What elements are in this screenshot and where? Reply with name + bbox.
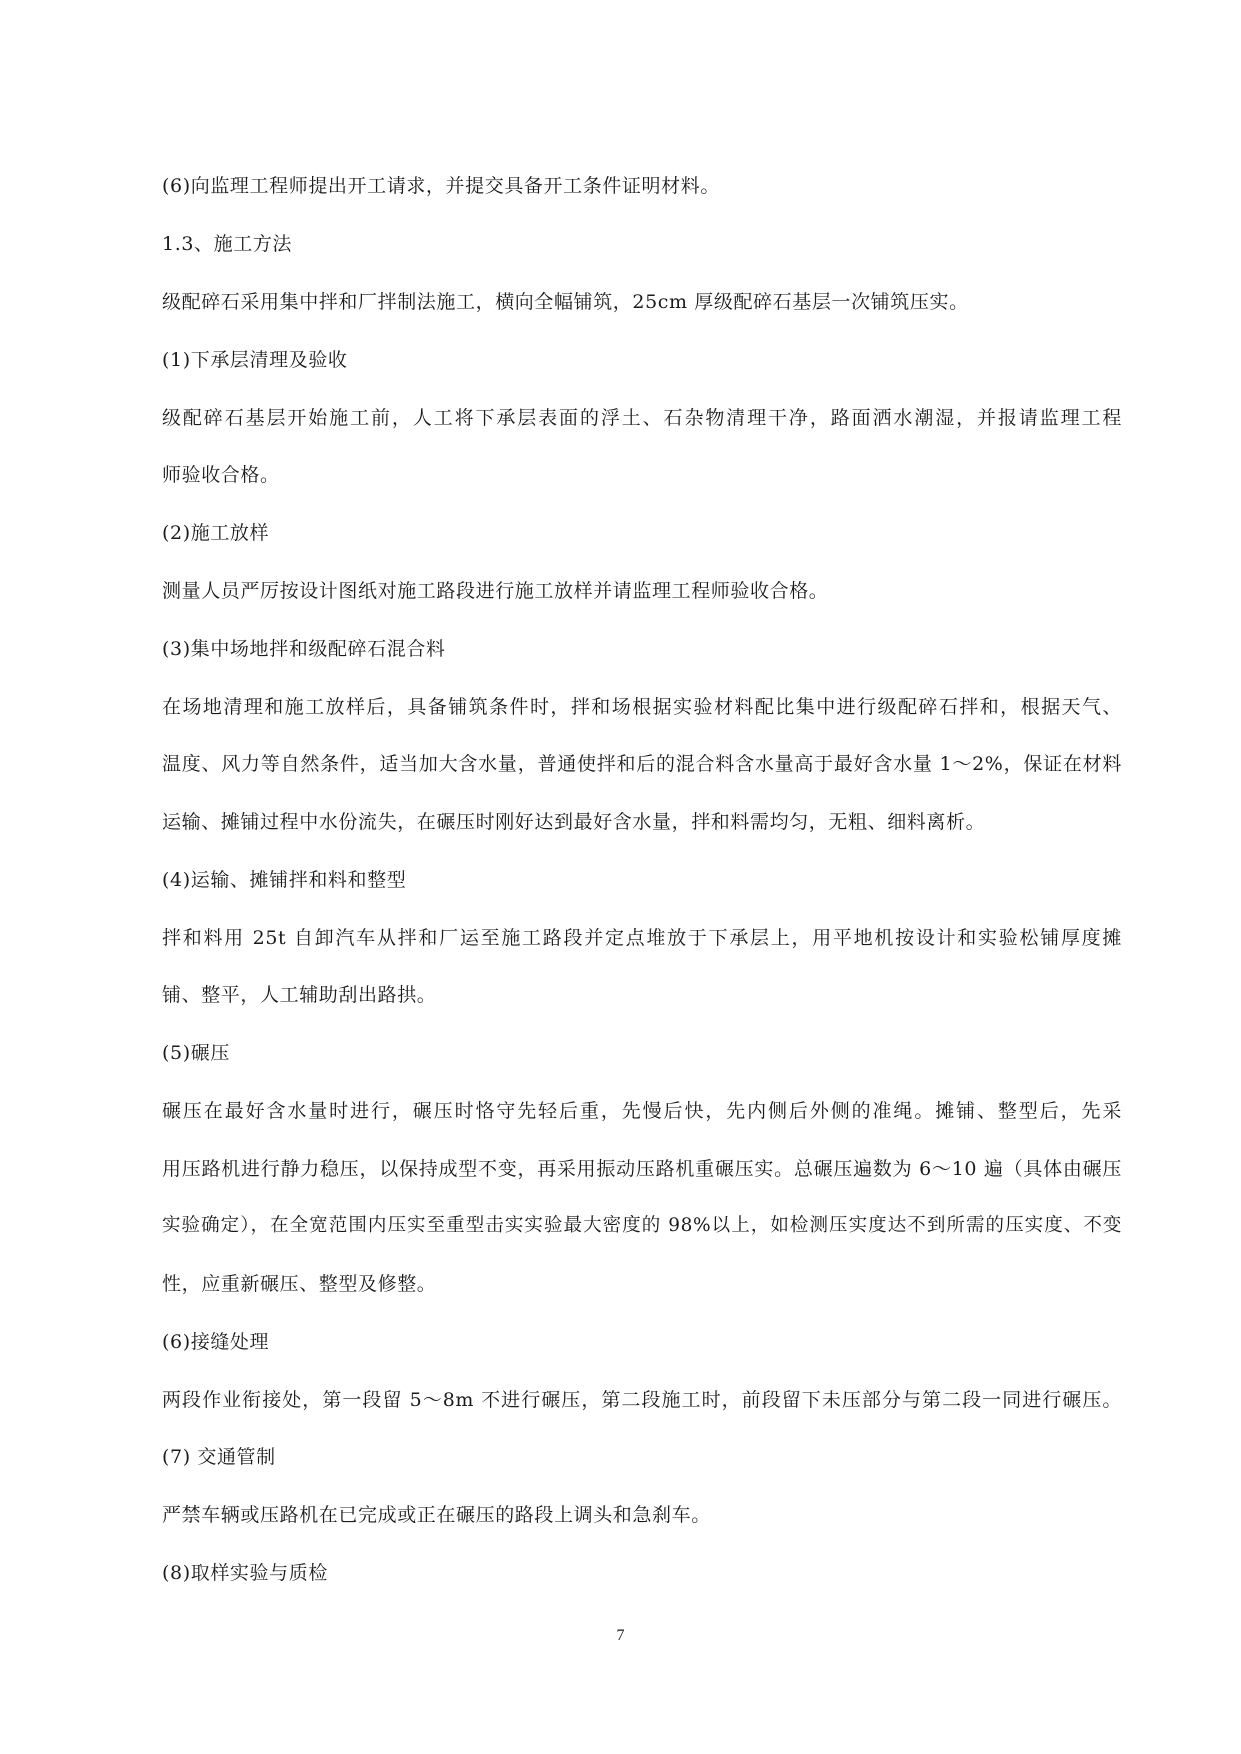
paragraph-line: 实验确定），在全宽范围内压实至重型击实实验最大密度的 98%以上，如检测压实度达不到所需的压实度、不变	[162, 1215, 1122, 1236]
paragraph-line: 用压路机进行静力稳压，以保持成型不变，再采用振动压路机重碾压实。总碾压遍数为 6～10 遍（具体由碾压	[162, 1158, 1122, 1180]
paragraph-line: 测量人员严厉按设计图纸对施工路段进行施工放样并请监理工程师验收合格。	[162, 580, 829, 602]
paragraph-line: 温度、风力等自然条件，适当加大含水量，普通使拌和后的混合料含水量高于最好含水量 1～2%，保证在材料	[162, 753, 1122, 775]
paragraph-line: 铺、整平，人工辅助刮出路拱。	[162, 984, 437, 1006]
paragraph-line: 在场地清理和施工放样后，具备铺筑条件时，拌和场根据实验材料配比集中进行级配碎石拌和，根据天气、	[162, 696, 1122, 718]
subsection-heading: (2)施工放样	[162, 522, 270, 544]
paragraph-line: 性，应重新碾压、整型及修整。	[162, 1273, 437, 1295]
paragraph-line: 师验收合格。	[162, 464, 280, 486]
paragraph-line: 拌和料用 25t 自卸汽车从拌和厂运至施工路段并定点堆放于下承层上，用平地机按设计和实验松铺厚度摊	[162, 927, 1122, 949]
section-heading: 1.3、施工方法	[162, 233, 293, 255]
subsection-heading: (5)碾压	[162, 1042, 230, 1064]
subsection-heading: (7) 交通管制	[162, 1446, 276, 1468]
paragraph-line: 级配碎石采用集中拌和厂拌制法施工，横向全幅铺筑，25cm 厚级配碎石基层一次铺筑压实。	[162, 291, 969, 313]
subsection-heading: (6)接缝处理	[162, 1331, 270, 1353]
subsection-heading: (3)集中场地拌和级配碎石混合料	[162, 638, 446, 660]
paragraph-line: 运输、摊铺过程中水份流失，在碾压时刚好达到最好含水量，拌和料需均匀，无粗、细料离析。	[162, 811, 986, 833]
subsection-heading: (4)运输、摊铺拌和料和整型	[162, 869, 407, 891]
page-number: 7	[616, 1627, 625, 1644]
paragraph-line: 严禁车辆或压路机在已完成或正在碾压的路段上调头和急刹车。	[162, 1504, 711, 1526]
paragraph-line: 级配碎石基层开始施工前，人工将下承层表面的浮土、石杂物清理干净，路面洒水潮湿，并报请监理工程	[162, 407, 1122, 429]
paragraph-line: 两段作业衔接处，第一段留 5～8m 不进行碾压，第二段施工时，前段留下未压部分与第二段一同进行碾压。	[162, 1389, 1122, 1411]
paragraph-line: 碾压在最好含水量时进行，碾压时恪守先轻后重，先慢后快，先内侧后外侧的准绳。摊铺、整型后，先采	[162, 1100, 1122, 1122]
paragraph-line: (6)向监理工程师提出开工请求，并提交具备开工条件证明材料。	[162, 175, 720, 197]
subsection-heading: (1)下承层清理及验收	[162, 349, 348, 371]
subsection-heading: (8)取样实验与质检	[162, 1562, 328, 1584]
